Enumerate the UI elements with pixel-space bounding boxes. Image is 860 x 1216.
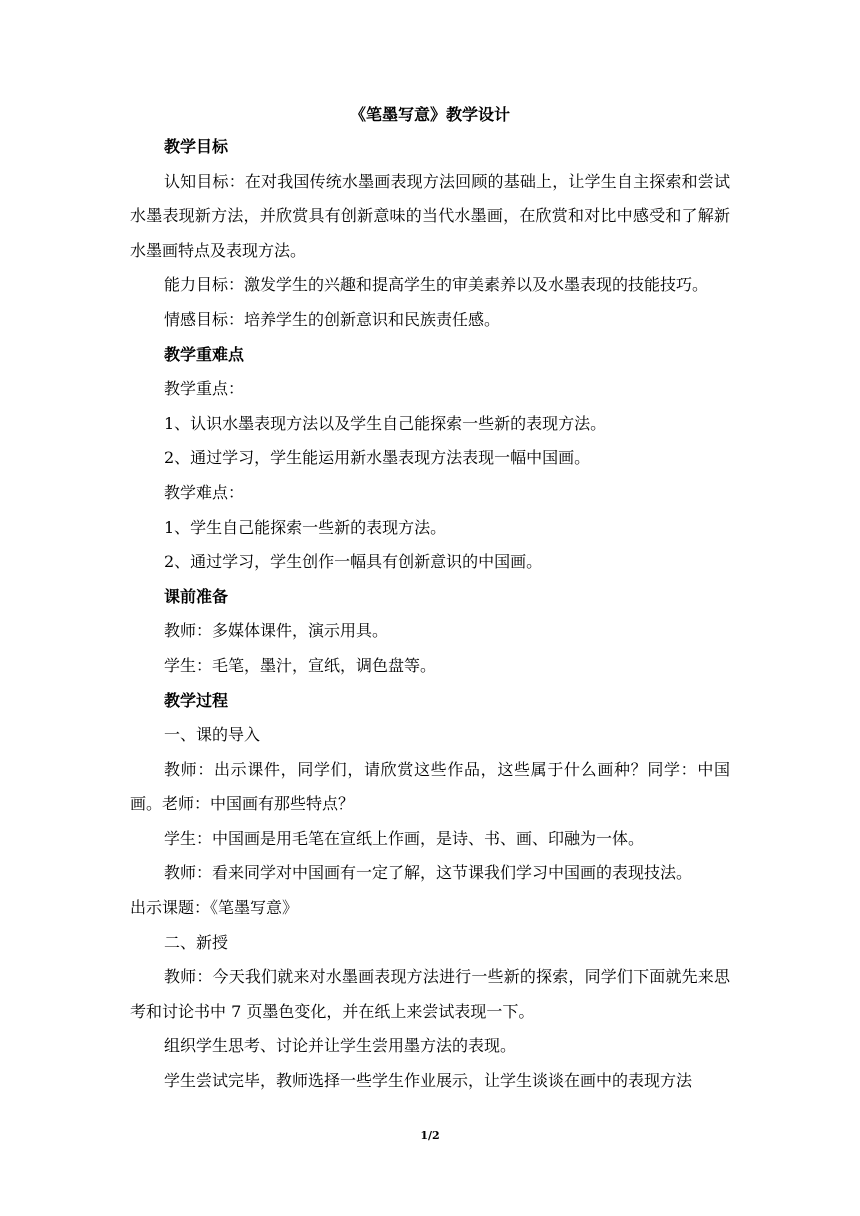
paragraph-introduction-teacher-2: 教师：看来同学对中国画有一定了解，这节课我们学习中国画的表现技法。 xyxy=(164,863,693,883)
paragraph-organize-students: 组织学生思考、讨论并让学生尝用墨方法的表现。 xyxy=(164,1036,517,1056)
paragraph-teacher-preparation: 教师：多媒体课件，演示用具。 xyxy=(164,621,389,641)
page-number: 1/2 xyxy=(420,1129,440,1142)
paragraph-difficulty-1: 1、学生自己能探索一些新的表现方法。 xyxy=(164,517,447,537)
paragraph-key-points-label: 教学重点： xyxy=(164,379,245,399)
paragraph-new-lesson-teacher: 教师：今天我们就来对水墨画表现方法进行一些新的探索，同学们下面就先来思考和讨论书中 7 页墨色变化，并在纸上来尝试表现一下。 xyxy=(130,967,730,1021)
document-body xyxy=(130,100,730,1099)
paragraph-new-lesson-title: 二、新授 xyxy=(164,932,229,952)
paragraph-emotion-objective: 情感目标：培养学生的创新意识和民族责任感。 xyxy=(164,309,501,329)
paragraph-key-point-1: 1、认识水墨表现方法以及学生自己能探索一些新的表现方法。 xyxy=(164,413,607,433)
paragraph-cognitive-objective: 认知目标：在对我国传统水墨画表现方法回顾的基础上，让学生自主探索和尝试水墨表现新方法，并欣赏具有创新意味的当代水墨画，在欣赏和对比中感受和了解新水墨画特点及表现方法。 xyxy=(130,171,730,260)
section-heading-preparation: 课前准备 xyxy=(164,586,229,606)
paragraph-difficulty-2: 2、通过学习，学生创作一幅具有创新意识的中国画。 xyxy=(164,552,543,572)
section-heading-key-points: 教学重难点 xyxy=(164,344,245,364)
document-title: 《笔墨写意》教学设计 xyxy=(349,105,510,124)
paragraph-introduction-title: 一、课的导入 xyxy=(164,725,261,745)
section-heading-process: 教学过程 xyxy=(164,690,229,710)
paragraph-introduction-teacher: 教师：出示课件，同学们，请欣赏这些作品，这些属于什么画种？同学：中国画。老师：中国画有那些特点？ xyxy=(130,759,730,814)
section-heading-objectives: 教学目标 xyxy=(164,137,229,156)
paragraph-difficulties-label: 教学难点： xyxy=(164,482,245,502)
paragraph-introduction-student: 学生：中国画是用毛笔在宣纸上作画，是诗、书、画、印融为一体。 xyxy=(164,828,645,848)
paragraph-key-point-2: 2、通过学习，学生能运用新水墨表现方法表现一幅中国画。 xyxy=(164,448,591,468)
paragraph-show-topic: 出示课题：《笔墨写意》 xyxy=(130,898,299,918)
paragraph-ability-objective: 能力目标：激发学生的兴趣和提高学生的审美素养以及水墨表现的技能技巧。 xyxy=(164,275,709,295)
paragraph-student-display: 学生尝试完毕，教师选择一些学生作业展示，让学生谈谈在画中的表现方法 xyxy=(164,1071,693,1091)
paragraph-student-preparation: 学生：毛笔，墨汁，宣纸，调色盘等。 xyxy=(164,655,437,675)
